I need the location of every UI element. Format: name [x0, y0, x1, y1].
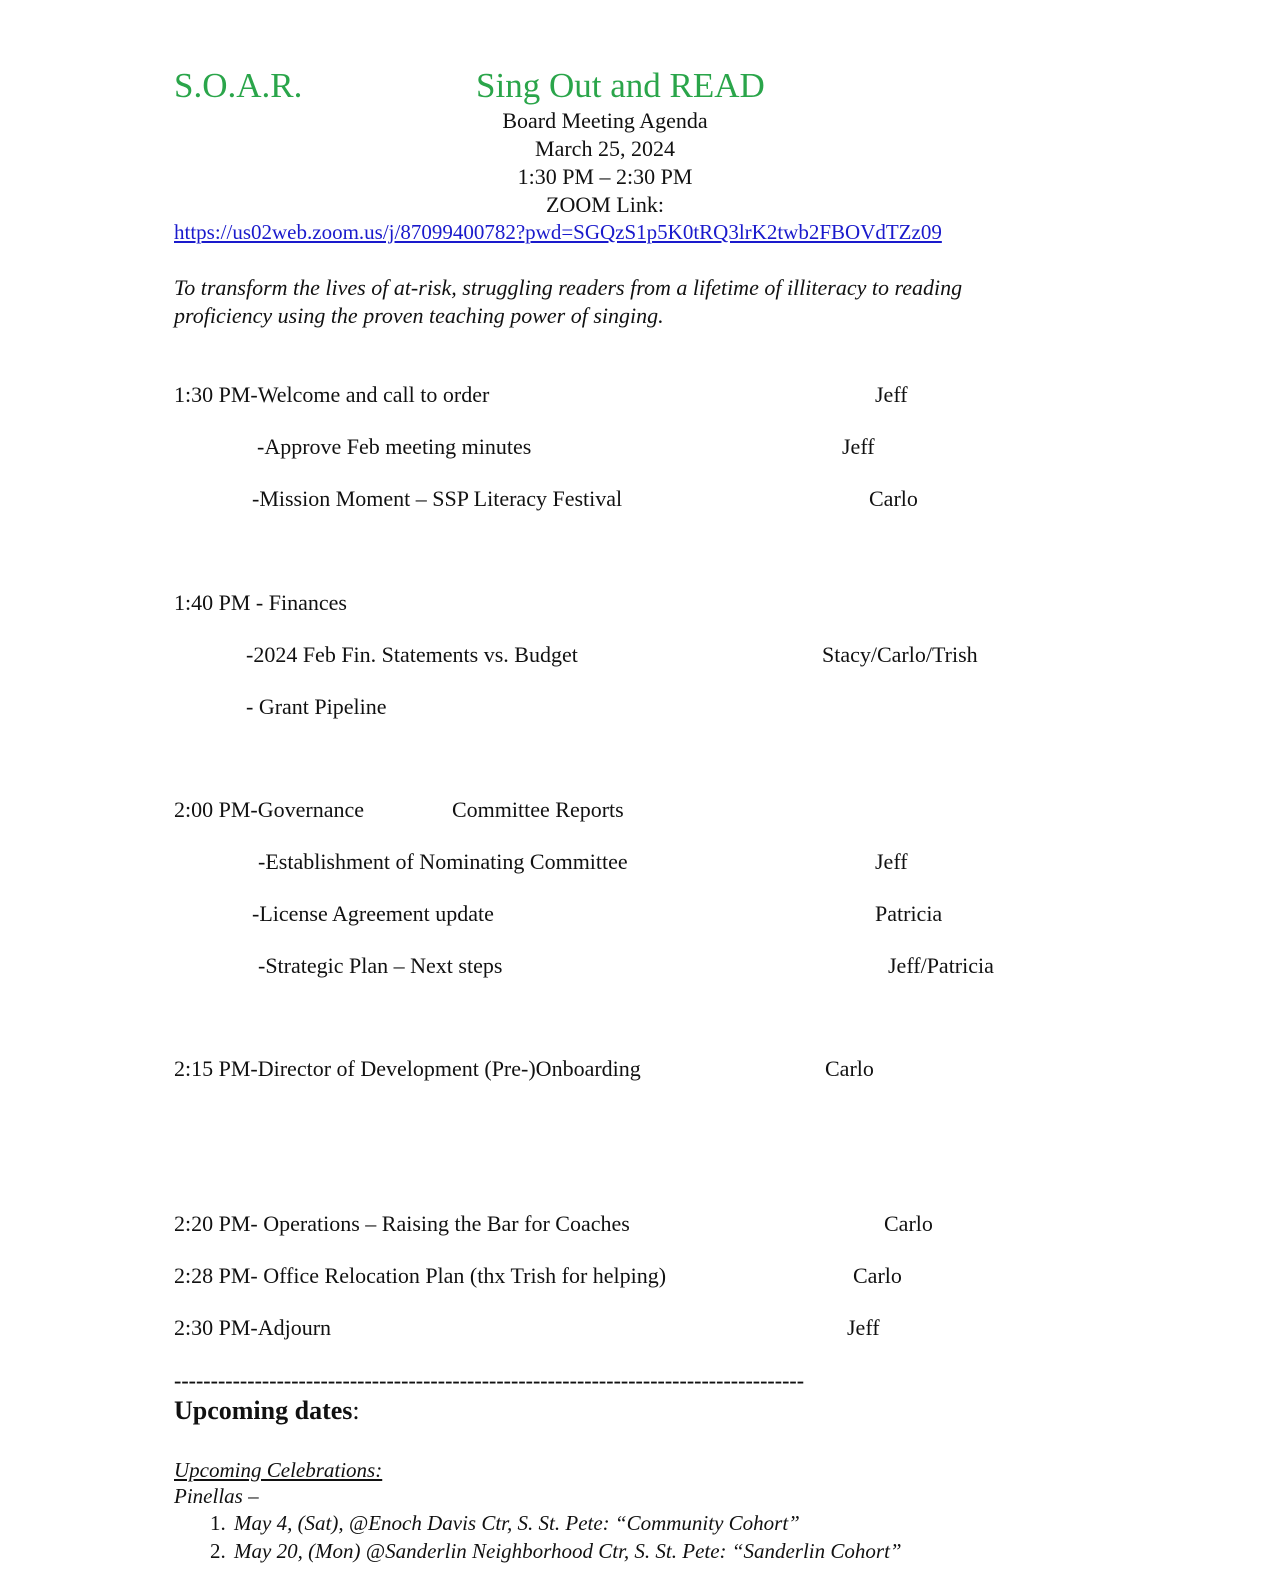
agenda-owner: Patricia	[875, 901, 943, 926]
agenda-owner: Jeff	[875, 849, 908, 874]
agenda-owner: Jeff	[847, 1315, 880, 1340]
org-acronym: S.O.A.R.	[174, 66, 303, 105]
mission-line-2: proficiency using the proven teaching power of singing.	[174, 303, 664, 328]
agenda-item: -2024 Feb Fin. Statements vs. Budget	[246, 642, 578, 667]
upcoming-heading-colon: :	[352, 1396, 360, 1425]
agenda-owner: Carlo	[825, 1056, 874, 1081]
upcoming-heading	[174, 1396, 360, 1426]
org-name: Sing Out and READ	[476, 66, 765, 105]
zoom-link[interactable]: https://us02web.zoom.us/j/87099400782?pwd=SGQzS1p5K0tRQ3lrK2twb2FBOVdTZz09	[174, 220, 942, 244]
celebrations-label: Upcoming Celebrations:	[174, 1458, 383, 1482]
region-label: Pinellas –	[174, 1484, 259, 1508]
agenda-owner: Jeff	[875, 382, 908, 407]
upcoming-heading-text: Upcoming dates	[174, 1396, 353, 1425]
event-number: 2.	[210, 1539, 226, 1563]
meeting-time: 1:30 PM – 2:30 PM	[517, 164, 693, 189]
agenda-item: -License Agreement update	[252, 901, 494, 926]
event-number: 1.	[210, 1511, 226, 1535]
agenda-item: 2:15 PM-Director of Development (Pre-)Onboarding	[174, 1056, 641, 1081]
agenda-owner: Jeff/Patricia	[888, 953, 994, 978]
agenda-item: -Mission Moment – SSP Literacy Festival	[252, 486, 623, 511]
agenda-item: 1:30 PM-Welcome and call to order	[174, 382, 490, 407]
agenda-item: - Grant Pipeline	[246, 694, 387, 719]
agenda-item: -Strategic Plan – Next steps	[258, 953, 503, 978]
agenda-owner: Carlo	[884, 1211, 933, 1236]
mission-line-1: To transform the lives of at-risk, struggling readers from a lifetime of illiteracy to reading	[174, 275, 963, 300]
agenda-item: 2:30 PM-Adjourn	[174, 1315, 332, 1340]
agenda-owner: Jeff	[842, 434, 875, 459]
meeting-date: March 25, 2024	[535, 136, 675, 161]
event-item: May 20, (Mon) @Sanderlin Neighborhood Ctr, S. St. Pete: “Sanderlin Cohort”	[234, 1539, 902, 1563]
agenda-item-extra: Committee Reports	[452, 797, 624, 822]
event-item: May 4, (Sat), @Enoch Davis Ctr, S. St. Pete: “Community Cohort”	[234, 1511, 800, 1535]
agenda-item: -Establishment of Nominating Committee	[258, 849, 628, 874]
agenda-owner: Stacy/Carlo/Trish	[822, 642, 978, 667]
section-divider: --------------------------------------------------------------------------------------	[174, 1368, 805, 1393]
agenda-item: 2:00 PM-Governance	[174, 797, 365, 822]
agenda-item: 1:40 PM - Finances	[174, 590, 347, 615]
zoom-label: ZOOM Link:	[546, 192, 664, 217]
agenda-item: 2:28 PM- Office Relocation Plan (thx Trish for helping)	[174, 1263, 667, 1288]
agenda-item: 2:20 PM- Operations – Raising the Bar for Coaches	[174, 1211, 630, 1236]
agenda-owner: Carlo	[853, 1263, 902, 1288]
meeting-subtitle: Board Meeting Agenda	[502, 108, 708, 133]
agenda-owner: Carlo	[869, 486, 918, 511]
agenda-item: -Approve Feb meeting minutes	[257, 434, 532, 459]
